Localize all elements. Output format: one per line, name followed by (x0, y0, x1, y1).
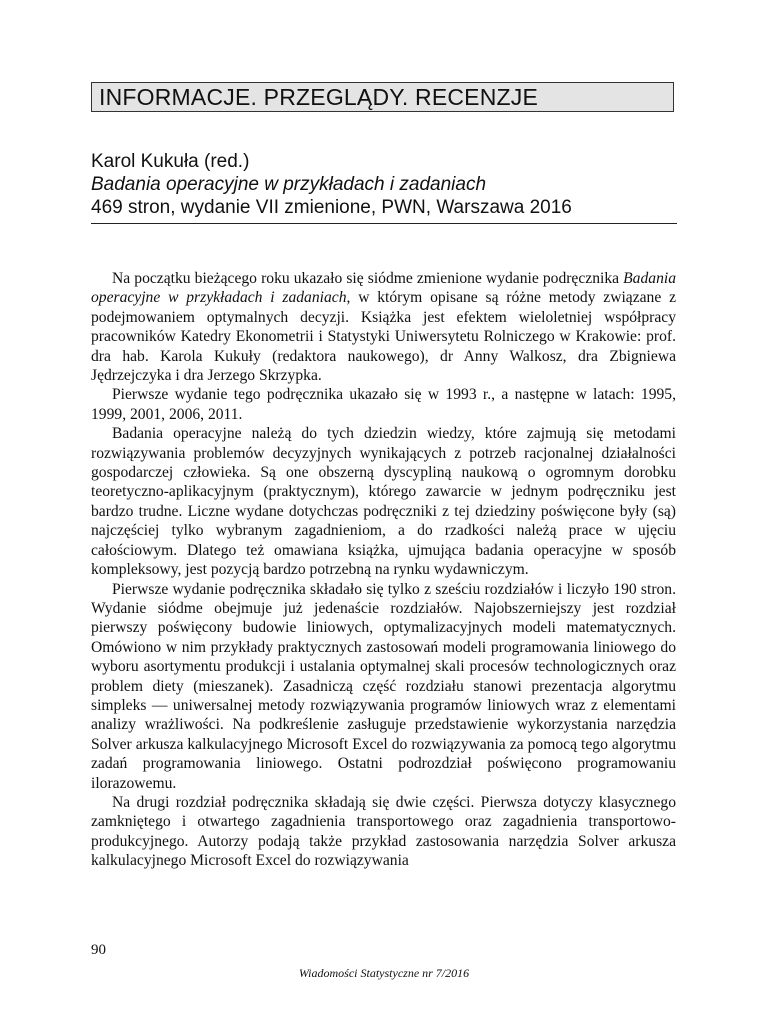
book-details: 469 stron, wydanie VII zmienione, PWN, Warszawa 2016 (91, 197, 572, 218)
paragraph: Na początku bieżącego roku ukazało się siódme zmienione wydanie podręcznika Badania operacyjne w przykładach i zadaniach, w którym opisane są różne metody związane z podejmowaniem optymalnych decyzji. Książka jest efektem wieloletniej współpracy pracowników Katedry Ekonometrii i Statystyki Uniwersytetu Rolniczego w Krakowie: prof. dra hab. Karola Kukuły (redaktora naukowego), dr Anny Walkosz, dra Zbigniewa Jędrzejczyka i dra Jerzego Skrzypka. (91, 270, 676, 385)
journal-footer: Wiadomości Statystyczne nr 7/2016 (298, 966, 470, 980)
book-title-inline: Badania operacyjne w przykładach i zadaniach (91, 270, 676, 307)
paragraph: Badania operacyjne należą do tych dziedzin wiedzy, które zajmują się metodami rozwiązywania problemów decyzyjnych wynikających z potrzeb racjonalnej działalności gospodarczej człowieka. Są one obszerną dyscypliną naukową o ogromnym dorobku teoretyczno-aplikacyjnym (praktycznym), którego zawarcie w jednym podręczniku jest bardzo trudne. Liczne wydane dotychczas podręczniki z tej dziedziny poświęcone były (są) najczęściej tylko wybranym zagadnieniom, a do rzadkości należą prace w ujęciu całościowym. Dlatego też omawiana książka, ujmująca badania operacyjne w sposób kompleksowy, jest pozycją bardzo potrzebną na rynku wydawniczym. (91, 425, 676, 579)
paragraph: Na drugi rozdział podręcznika składają się dwie części. Pierwsza dotyczy klasycznego zamkniętego i otwartego zagadnienia transportowego oraz zagadnienia transportowo-produkcyjnego. Autorzy podają także przykład zastosowania narzędzia Solver arkusza kalkulacyjnego Microsoft Excel do rozwiązywania (91, 793, 676, 870)
section-header: INFORMACJE. PRZEGLĄDY. RECENZJE (91, 82, 674, 112)
book-title: Badania operacyjne w przykładach i zadaniach (91, 174, 487, 195)
review-body (91, 269, 676, 871)
book-author: Karol Kukuła (red.) (91, 151, 250, 172)
page-number: 90 (91, 942, 106, 958)
paragraph: Pierwsze wydanie podręcznika składało się tylko z sześciu rozdziałów i liczyło 190 stron. Wydanie siódme obejmuje już jedenaście rozdziałów. Najobszerniejszy jest rozdział pierwszy poświęcony budowie liniowych, optymalizacyjnych modeli matematycznych. Omówiono w nim przykłady praktycznych zastosowań modeli programowania liniowego do wyboru asortymentu produkcji i ustalania optymalnej skali procesów technologicznych oraz problem diety (mieszanek). Zasadniczą część rozdziału stanowi prezentacja algorytmu simpleks — uniwersalnej metody rozwiązywania programów liniowych wraz z elementami analizy wrażliwości. Na podkreślenie zasługuje przedstawienie wykorzystania narzędzia Solver arkusza kalkulacyjnego Microsoft Excel do rozwiązywania za pomocą tego algorytmu zadań programowania liniowego. Ostatni podrozdział poświęcono programowaniu ilorazowemu. (91, 580, 676, 792)
paragraph: Pierwsze wydanie tego podręcznika ukazało się w 1993 r., a następne w latach: 1995, 1999, 2001, 2006, 2011. (91, 386, 676, 423)
review-heading (91, 150, 677, 224)
